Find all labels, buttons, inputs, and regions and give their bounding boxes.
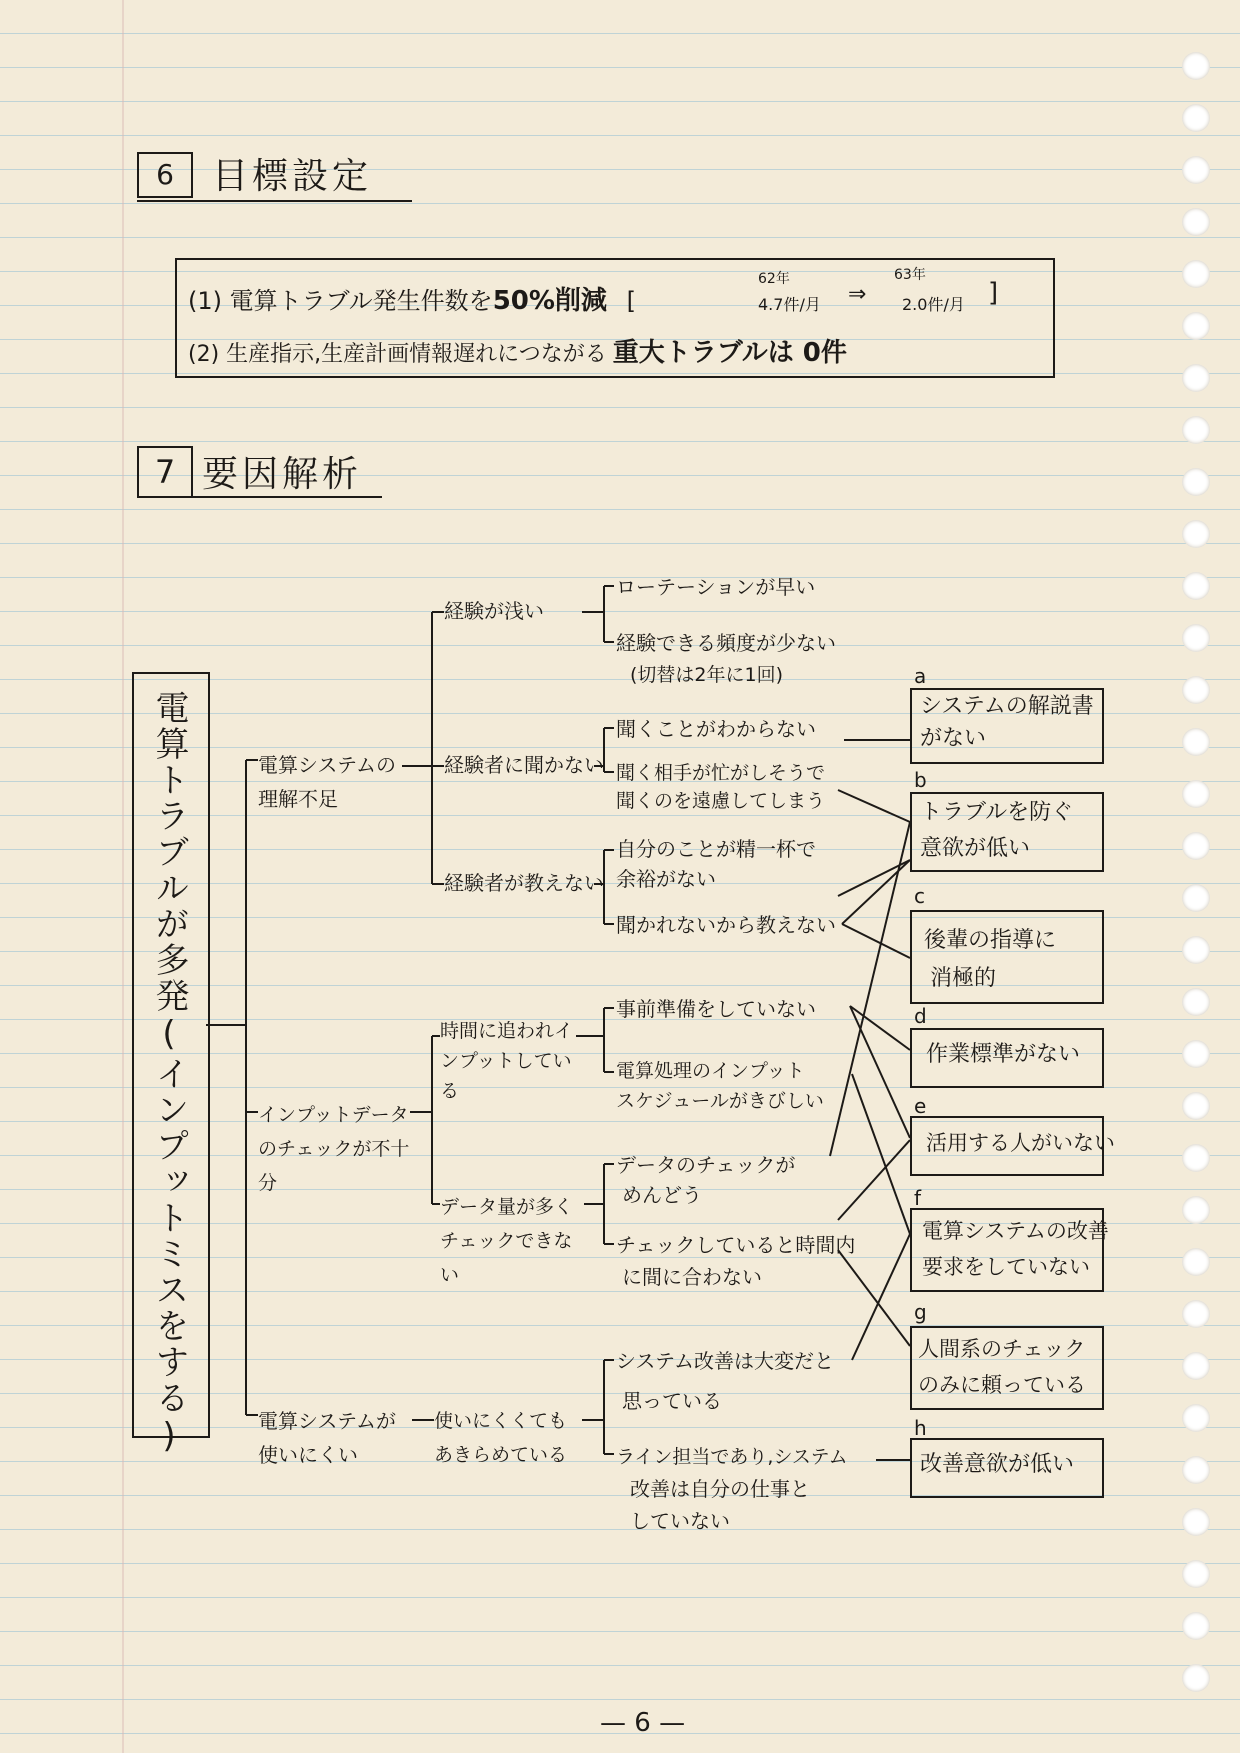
section-title: 目標設定 (212, 156, 373, 197)
level3-node-line2: 聞くのを遠慮してしまう (616, 790, 826, 812)
goal-text: 電算トラブル発生件数を (229, 287, 493, 315)
factor-label: f (914, 1186, 922, 1210)
bracket-open: [ (626, 287, 636, 315)
level2-node: 使いにくくてもあきらめている (434, 1410, 568, 1466)
goal-from-value: 4.7件/月 (758, 295, 821, 314)
goal-prefix: (2) (188, 342, 220, 367)
goal-arrow: ⇒ (848, 282, 867, 307)
factor-text: 後輩の指導に (924, 928, 1057, 953)
factor-text: トラブルを防ぐ (920, 800, 1074, 825)
factor-label: h (914, 1416, 927, 1440)
level1-node: インプットデータのチェックが不十分 (258, 1104, 410, 1194)
level3-node: 自分のことが精一杯で (616, 837, 816, 861)
goal-from-year: 62年 (758, 271, 790, 287)
factor-label: g (914, 1300, 927, 1324)
level3-node-line2: 思っている (622, 1389, 722, 1413)
root-cause-text: 電算トラブルが多発(インプットミスをする) (149, 690, 189, 1458)
goal-text: 生産指示,生産計画情報遅れにつながる (226, 342, 607, 367)
goal-emphasis: 50%削減 (492, 286, 607, 316)
section-title: 要因解析 (202, 454, 363, 495)
level3-node-line2: スケジュールがきびしい (616, 1090, 824, 1112)
level2-node: 経験が浅い (444, 599, 544, 623)
factor-text: がない (920, 726, 987, 751)
goal-to-year: 63年 (894, 267, 926, 283)
level3-node-line2: に間に合わない (622, 1265, 762, 1289)
bracket-close: ] (988, 278, 999, 308)
factor-text: 人間系のチェック (918, 1337, 1086, 1361)
factor-text: 消極的 (930, 966, 997, 991)
factor-text: 活用する人がいない (926, 1131, 1115, 1155)
level3-node: 聞く相手が忙がしそうで (616, 762, 826, 784)
level2-node: 時間に追われインプットしている (440, 1020, 574, 1102)
level2-node: 経験者に聞かない (444, 753, 604, 777)
factor-label: b (914, 768, 927, 792)
level1-node: 電算システムの理解不足 (258, 753, 396, 811)
level3-node: 電算処理のインプット (616, 1060, 805, 1082)
level3-node: 聞くことがわからない (616, 717, 816, 741)
level3-node: ライン担当であり,システム (616, 1446, 848, 1468)
factor-text: 作業標準がない (926, 1042, 1081, 1067)
level2-node: 経験者が教えない (444, 871, 604, 895)
level3-node-line2: (切替は2年に1回) (630, 664, 784, 686)
level2-node: データ量が多くチェックできない (440, 1196, 574, 1286)
level3-node: 事前準備をしていない (616, 997, 816, 1021)
factor-text: 電算システムの改善 (922, 1219, 1109, 1243)
factor-text: システムの解説書 (920, 694, 1094, 719)
factor-label: a (914, 664, 927, 688)
section-number: 6 (137, 152, 193, 198)
page-number: — 6 — (600, 1708, 686, 1738)
level3-node: システム改善は大変だと (616, 1349, 834, 1373)
factor-text: 意欲が低い (920, 836, 1031, 861)
level3-node-line2: めんどう (622, 1183, 702, 1207)
goal-emphasis: 重大トラブルは 0件 (612, 338, 847, 368)
level3-node: 聞かれないから教えない (616, 913, 836, 937)
section-number: 7 (137, 446, 193, 498)
level3-node: ローテーションが早い (616, 575, 816, 599)
level3-node: データのチェックが (616, 1153, 796, 1177)
level3-node: 経験できる頻度が少ない (616, 631, 836, 655)
factor-text: 改善意欲が低い (920, 1452, 1075, 1477)
level3-node-line2: 改善は自分の仕事と (630, 1477, 810, 1501)
level3-node-line2: 余裕がない (616, 867, 716, 891)
factor-text: 要求をしていない (922, 1255, 1090, 1279)
factor-label: c (914, 884, 925, 908)
factor-text: のみに頼っている (918, 1373, 1086, 1397)
level1-node: 電算システムが使いにくい (258, 1409, 396, 1467)
goal-prefix: (1) (188, 287, 222, 315)
goal-to-value: 2.0件/月 (902, 295, 965, 314)
factor-label: d (914, 1004, 927, 1028)
factor-label: e (914, 1094, 927, 1118)
level3-node-line3: していない (630, 1509, 730, 1533)
level3-node: チェックしていると時間内 (616, 1233, 856, 1257)
